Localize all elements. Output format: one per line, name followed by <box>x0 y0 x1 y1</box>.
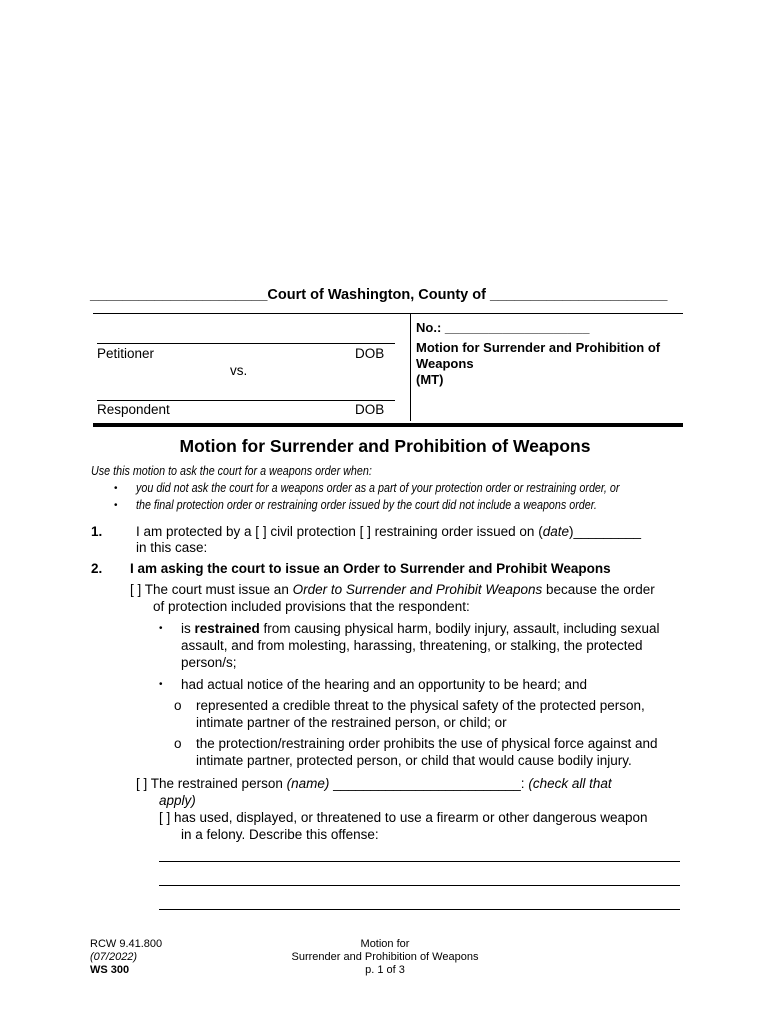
sub-condition-2-circle-icon: o <box>174 736 182 751</box>
condition-2: had actual notice of the hearing and an opportunity to be heard; and <box>181 677 588 692</box>
document-title-line1: Motion for Surrender and Prohibition of <box>416 340 661 355</box>
description-line-2[interactable] <box>159 885 680 886</box>
intro-bullet-2-icon: • <box>114 500 118 511</box>
item-1-number: 1. <box>91 524 103 539</box>
item-1-line-2: in this case: <box>136 540 208 555</box>
sub-condition-2: the protection/restraining order prohibits the use of physical force against and intimate partner, protected person, or child that would cause bodily injury. <box>196 736 658 768</box>
option-1-line-2: of protection included provisions that the respondent: <box>153 599 470 614</box>
caption-top-rule <box>93 313 683 314</box>
caption-bottom-rule <box>93 423 683 427</box>
petitioner-label: Petitioner <box>97 346 155 361</box>
item-2-heading: I am asking the court to issue an Order to Surrender and Prohibit Weapons <box>130 561 611 576</box>
caption-divider <box>410 314 411 421</box>
intro-bullet-1-icon: • <box>114 483 118 494</box>
option-2-sub-line-2: in a felony. Describe this offense: <box>181 827 379 842</box>
option-2-sub-line-1: [ ] has used, displayed, or threatened to use a firearm or other dangerous weapon <box>159 810 648 825</box>
document-title-block <box>416 340 660 388</box>
footer-page-number: p. 1 of 3 <box>365 964 405 976</box>
footer-center <box>250 938 520 977</box>
document-code: (MT) <box>416 372 444 387</box>
item-1-line-1: I am protected by a [ ] civil protection [ ] restraining order issued on (date)_________ <box>136 524 642 539</box>
intro-bullet-2: the final protection order or restraining order issued by the court did not include a weapons order. <box>136 498 597 512</box>
court-header: ______________________Court of Washington, County of ______________________ <box>90 287 668 303</box>
condition-1: is restrained from causing physical harm, bodily injury, assault, including sexual assault, and from molesting, harassing, threatening, or stalking, the protected person/s; <box>181 621 660 670</box>
condition-2-bullet-icon: • <box>159 679 163 690</box>
page-title: Motion for Surrender and Prohibition of Weapons <box>179 436 591 456</box>
intro-lead: Use this motion to ask the court for a weapons order when: <box>91 464 372 478</box>
sub-condition-1: represented a credible threat to the physical safety of the protected person, intimate partner of the restrained person, or child; or <box>196 698 645 730</box>
petitioner-line <box>97 343 395 344</box>
option-2-line-2: apply) <box>159 793 196 808</box>
footer-date: (07/2022) <box>90 951 138 963</box>
item-2-number: 2. <box>91 561 103 576</box>
versus-label: vs. <box>230 363 248 378</box>
description-line-3[interactable] <box>159 909 680 910</box>
description-line-1[interactable] <box>159 861 680 862</box>
footer-center-line-2: Surrender and Prohibition of Weapons <box>291 951 479 963</box>
item-1-date-label: date <box>542 524 569 539</box>
sub-condition-1-circle-icon: o <box>174 698 182 713</box>
footer-rcw: RCW 9.41.800 <box>90 938 163 950</box>
condition-1-bullet-icon: • <box>159 623 163 634</box>
petitioner-dob-label: DOB <box>355 346 385 361</box>
footer-left <box>90 938 162 977</box>
option-1-line-1: [ ] The court must issue an Order to Surrender and Prohibit Weapons because the order <box>130 582 655 597</box>
respondent-line <box>97 400 395 401</box>
document-title-line2: Weapons <box>416 356 474 371</box>
case-number-label: No.: ____________________ <box>416 320 590 335</box>
footer-center-line-1: Motion for <box>360 938 410 950</box>
respondent-label: Respondent <box>97 402 170 417</box>
footer-form-number: WS 300 <box>90 964 130 976</box>
option-2-line-1: [ ] The restrained person (name) _________________________: (check all that <box>136 776 612 791</box>
respondent-dob-label: DOB <box>355 402 385 417</box>
intro-bullet-1: you did not ask the court for a weapons order as a part of your protection order or restraining order, or <box>136 481 620 495</box>
